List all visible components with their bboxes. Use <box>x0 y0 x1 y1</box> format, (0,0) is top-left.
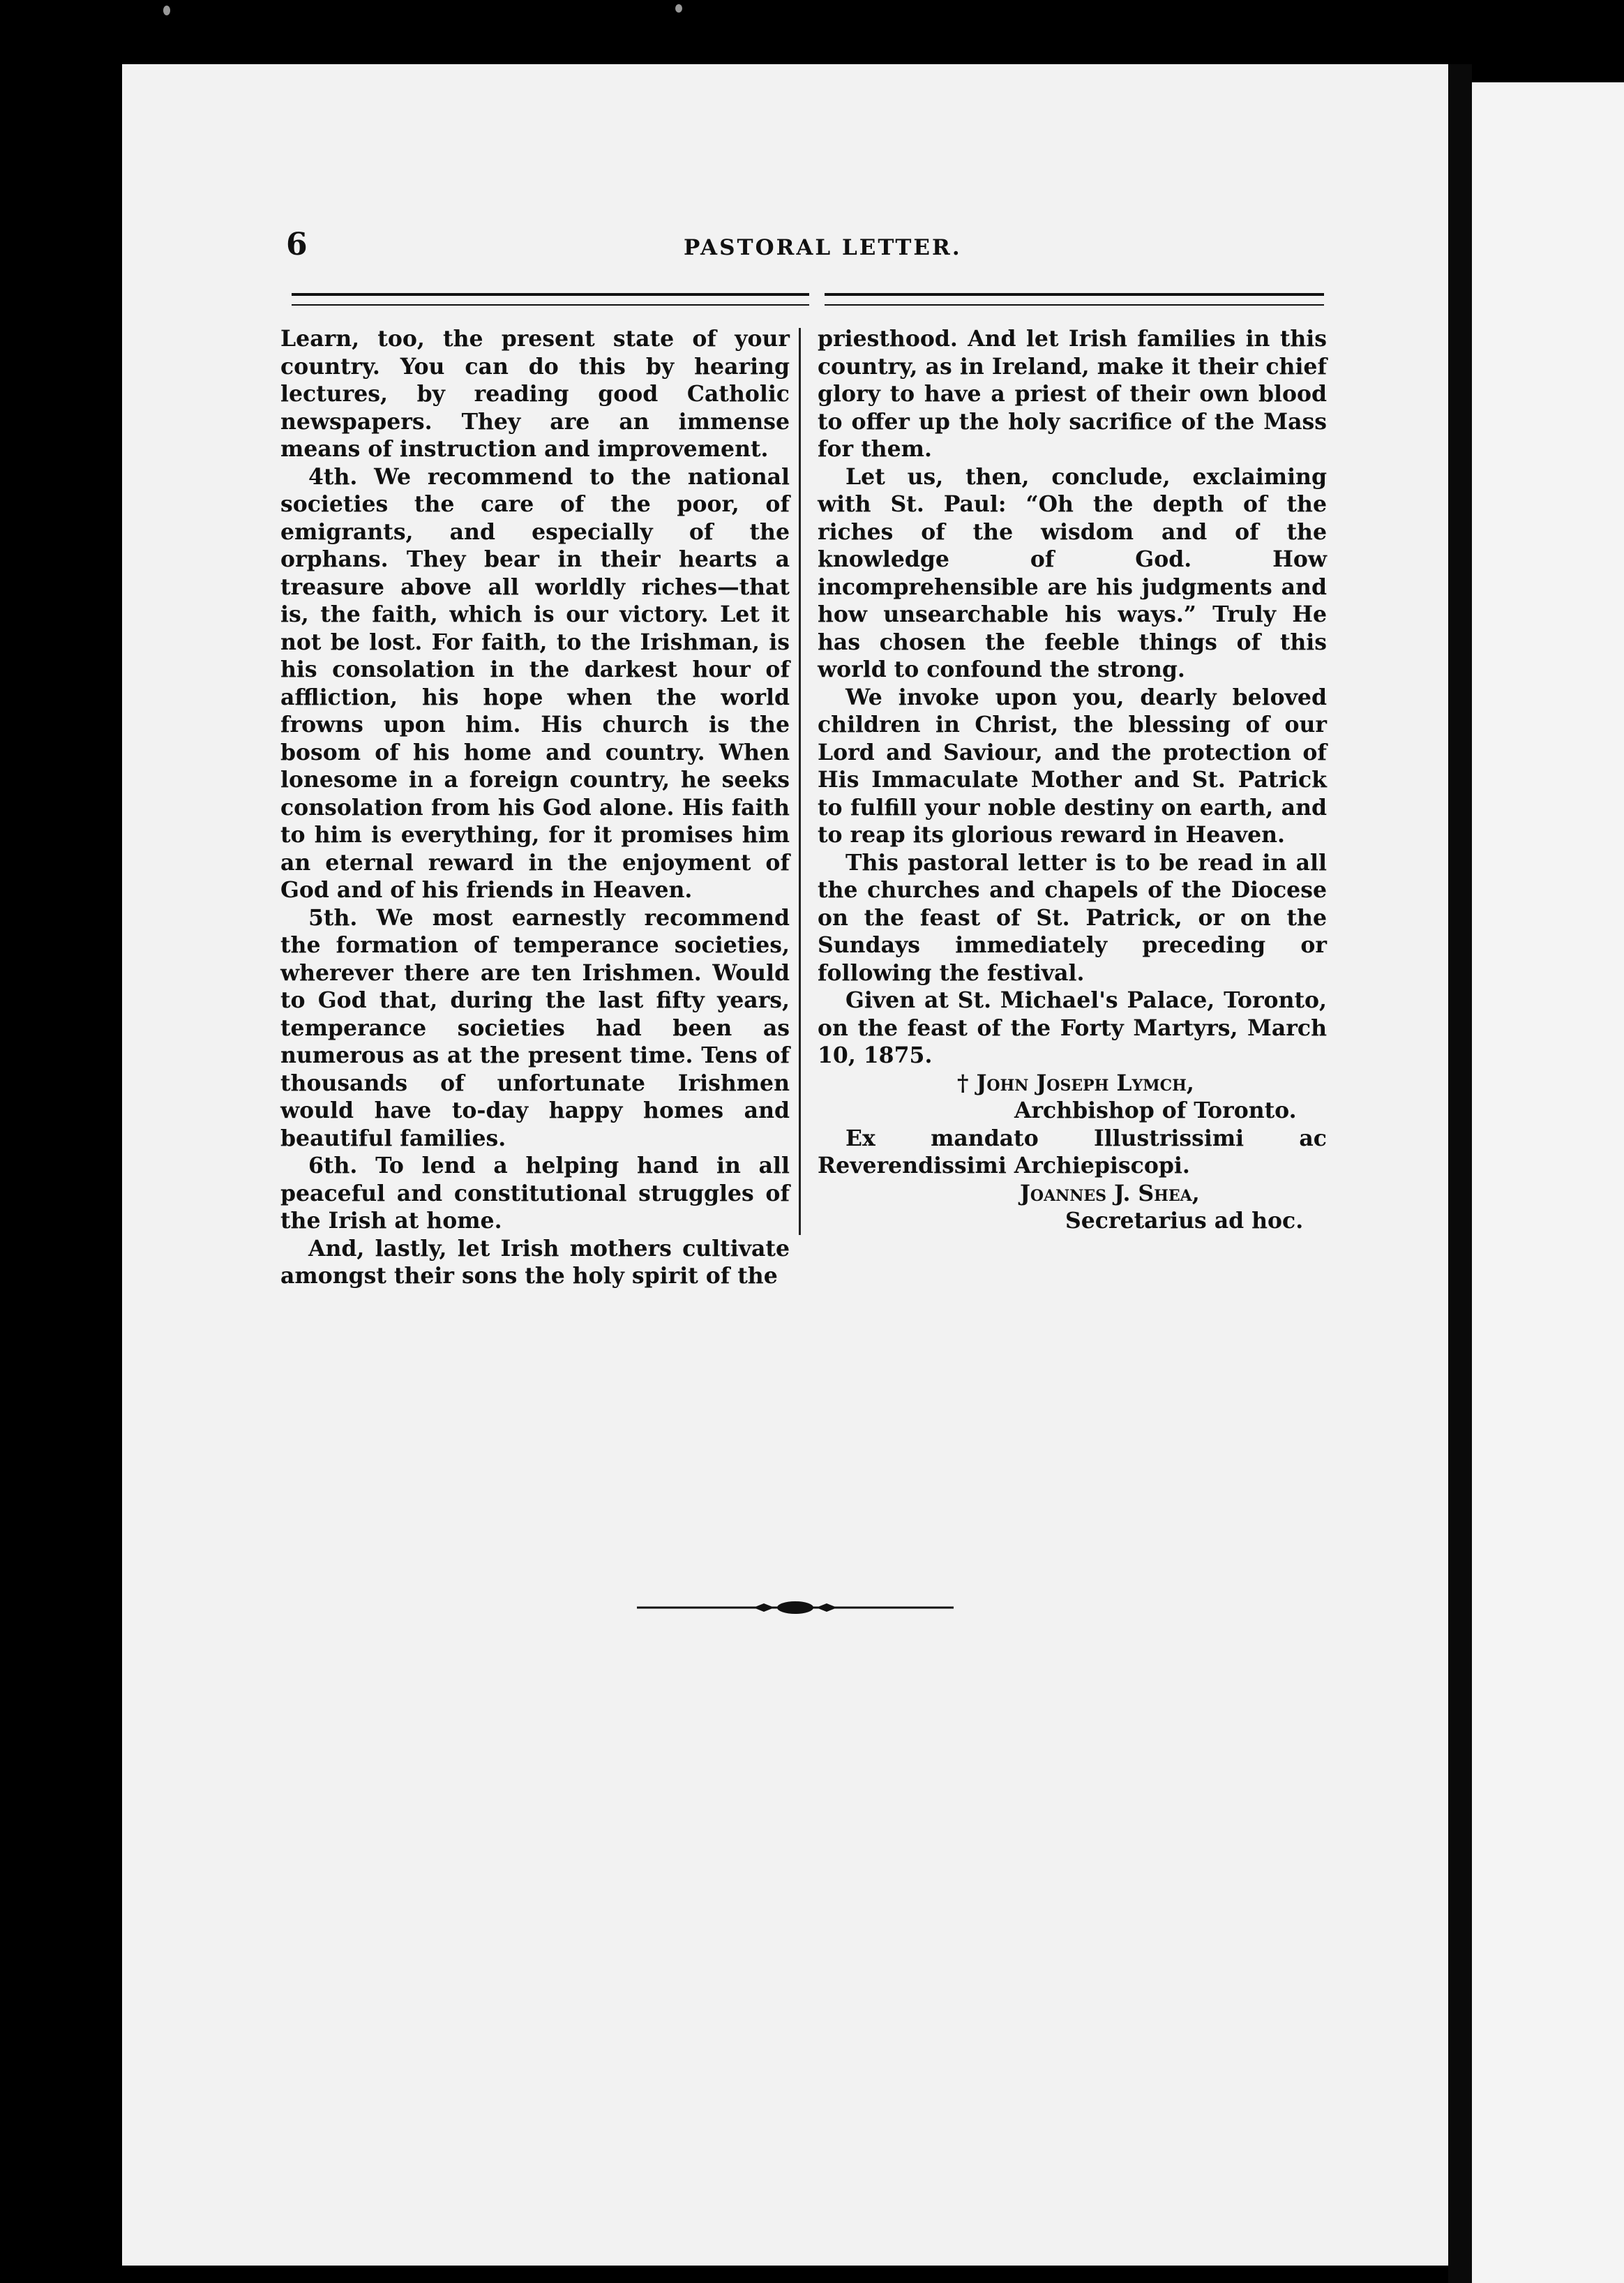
left-column <box>280 325 790 1290</box>
secretary-title: Secretarius ad hoc. <box>1065 1208 1304 1234</box>
page-header <box>286 227 1325 276</box>
page-number: 6 <box>286 227 308 262</box>
paragraph: Given at St. Michael's Palace, Toronto, on the feast of the Forty Martyrs, March 10, 1875. <box>818 987 1327 1068</box>
paragraph: This pastoral letter is to be read in all the churches and chapels of the Diocese on the feast of St. Patrick, or on the Sundays immediately preceding or following the festival. <box>818 849 1327 986</box>
scan-speck <box>163 6 170 15</box>
paragraph: 5th. We most earnestly recommend the formation of temperance societies, wherever there are ten Irishmen. Would to God that, during the last fifty years, temperance societies had been as numerous as at the present time. Tens of thousands of unfortunate Irishmen would have to-day happy homes and beautiful families. <box>280 904 790 1151</box>
secretary-signature: Joannes J. Shea, <box>1020 1180 1200 1206</box>
paragraph: And, lastly, let Irish mothers cultivate amongst their sons the holy spirit of the <box>280 1235 790 1289</box>
paragraph: We invoke upon you, dearly beloved children in Christ, the blessing of our Lord and Saviour, and the protection of His Immaculate Mother and St. Patrick to fulfill your noble destiny on earth, and to reap its glorious reward in Heaven. <box>818 684 1327 848</box>
paragraph: Learn, too, the present state of your country. You can do this by hearing lectures, by reading good Catholic newspapers. They are an immense means of instruction and improvement. <box>280 326 790 462</box>
paragraph: Let us, then, conclude, exclaiming with St. Paul: “Oh the depth of the riches of the wisdom and of the knowledge of God. How incomprehensible are his judgments and how unsearchable his ways.” Truly He has chosen the feeble things of this world to confound the strong. <box>818 463 1327 682</box>
right-column <box>818 325 1327 1235</box>
mandate-line: Ex mandato Illustrissimi ac Reverendissimi Archiepiscopi. <box>818 1125 1327 1178</box>
archbishop-signature: † John Joseph Lymch, <box>957 1070 1194 1096</box>
paragraph: 4th. We recommend to the national societies the care of the poor, of emigrants, and especially of the orphans. They bear in their hearts a treasure above all worldly riches—that is, the faith, which is our victory. Let it not be lost. For faith, to the Irishman, is his consolation in the darkest hour of affliction, his hope when the world frowns upon him. His church is the bosom of his home and country. When lonesome in a foreign country, he seeks consolation from his God alone. His faith to him is everything, for it promises him an eternal reward in the enjoyment of God and of his friends in Heaven. <box>280 463 790 903</box>
rule-gap <box>809 292 825 306</box>
column-divider <box>799 328 801 1235</box>
tailpiece-ornament-icon <box>631 1596 959 1619</box>
header-double-rule <box>292 293 1324 306</box>
page-gutter-edge <box>1448 64 1472 2283</box>
adjacent-page-strip <box>1472 82 1624 2283</box>
paragraph: priesthood. And let Irish families in this country, as in Ireland, make it their chief glory to have a priest of their own blood to offer up the holy sacrifice of the Mass for them. <box>818 326 1327 462</box>
archbishop-title: Archbishop of Toronto. <box>1014 1098 1297 1123</box>
paragraph: 6th. To lend a helping hand in all peaceful and constitutional struggles of the Irish at home. <box>280 1153 790 1234</box>
scan-speck <box>675 4 682 13</box>
running-head: PASTORAL LETTER. <box>684 235 962 260</box>
